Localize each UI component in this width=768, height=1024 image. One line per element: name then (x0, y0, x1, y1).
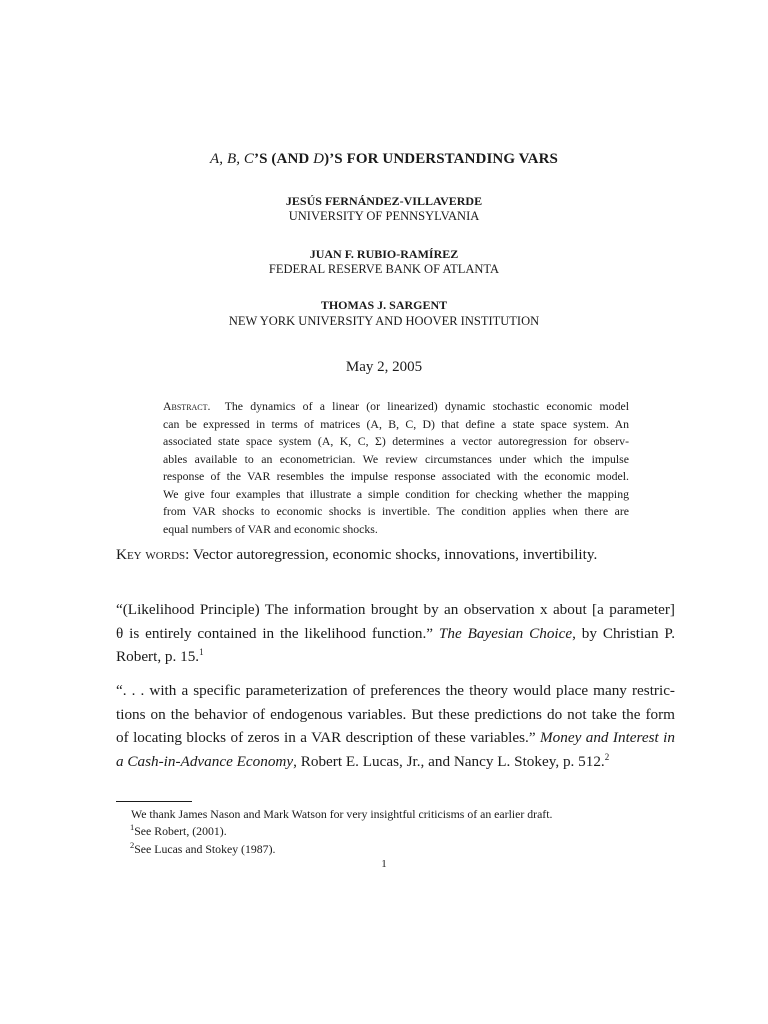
quote-line: θ is entirely contained in the likelihood function.” The Bayesian Choice, by Christian P. (116, 624, 675, 642)
footnote-mark: 2 (130, 840, 135, 851)
epigraph-quote-1 (116, 598, 675, 669)
footnote-thanks: We thank James Nason and Mark Watson for very insightful criticisms of an earlier draft. (131, 807, 553, 821)
book-title: Money and Interest in (540, 729, 675, 746)
author-name-1: JESÚS FERNÁNDEZ-VILLAVERDE (285, 194, 483, 208)
footnote-1: $^1$See Robert, (2001). (130, 822, 227, 838)
quote-line: a Cash-in-Advance Economy, Robert E. Lucas, Jr., and Nancy L. Stokey, p. 512.$^2$ (116, 751, 610, 770)
abstract (163, 398, 629, 538)
abstract-line: response of the VAR resembles the impulse response associated with the economic model. (163, 469, 629, 483)
abstract-line: We give four examples that illustrate a simple condition for checking whether the mapping (163, 486, 629, 501)
abstract-line: associated state space system (A, K, C, Σ) determines a vector autoregression for observ- (163, 434, 629, 448)
keywords (116, 546, 676, 564)
quote-line: “(Likelihood Principle) The information brought by an observation x about [a parameter] (116, 601, 675, 618)
footnote-2: $^2$See Lucas and Stokey (1987). (130, 840, 276, 856)
book-title: a Cash-in-Advance Economy (116, 752, 294, 770)
abstract-line: equal numbers of VAR and economic shocks. (163, 521, 378, 536)
author-affiliation-1: UNIVERSITY OF PENNSYLVANIA (288, 209, 480, 223)
footnote-rule (116, 801, 192, 802)
quote-line: tions on the behavior of endogenous variables. But these predictions do not take the form (116, 705, 675, 723)
book-title: The Bayesian Choice (438, 624, 573, 642)
title-d: D (313, 151, 325, 167)
abstract-line: Abstract. The dynamics of a linear (or linearized) dynamic stochastic economic model (163, 399, 629, 413)
quote-line: of locating blocks of zeros in a VAR description of these variables.” Money and Interest in (116, 729, 675, 746)
epigraph-quote-2 (116, 679, 675, 773)
footnote-mark: 2 (604, 751, 610, 762)
author-name-3: THOMAS J. SARGENT (320, 298, 448, 312)
author-affiliation-3: NEW YORK UNIVERSITY AND HOOVER INSTITUTION (228, 314, 540, 328)
title-suffix: )’S FOR UNDERSTANDING VARS (324, 151, 558, 167)
title-abc: A, B, C (210, 151, 255, 167)
paper-title (0, 151, 768, 168)
title-mid: ’S (AND (254, 151, 314, 167)
abstract-line: ables available to an econometrician. We review circumstances under which the impulse (163, 451, 629, 466)
paper-date: May 2, 2005 (345, 359, 423, 375)
abstract-line: from VAR shocks to economic shocks is invertible. The condition applies when there are (163, 504, 629, 518)
footnote-mark: 1 (199, 646, 204, 657)
author-name-2: JUAN F. RUBIO-RAMÍREZ (309, 247, 459, 261)
abstract-line: can be expressed in terms of matrices (A, B, C, D) that define a state space system. An (163, 416, 629, 431)
page-number: 1 (381, 858, 387, 870)
keywords-text: Vector autoregression, economic shocks, innovations, invertibility. (192, 546, 598, 563)
footnote-mark: 1 (130, 822, 135, 833)
keywords-label: Key words: (116, 546, 190, 563)
author-affiliation-2: FEDERAL RESERVE BANK OF ATLANTA (268, 262, 500, 276)
quote-line: Robert, p. 15.$^1$ (116, 646, 204, 665)
quote-line: “. . . with a specific parameterization of preferences the theory would place many restric- (116, 682, 675, 699)
abstract-label: Abstract. (163, 399, 211, 413)
